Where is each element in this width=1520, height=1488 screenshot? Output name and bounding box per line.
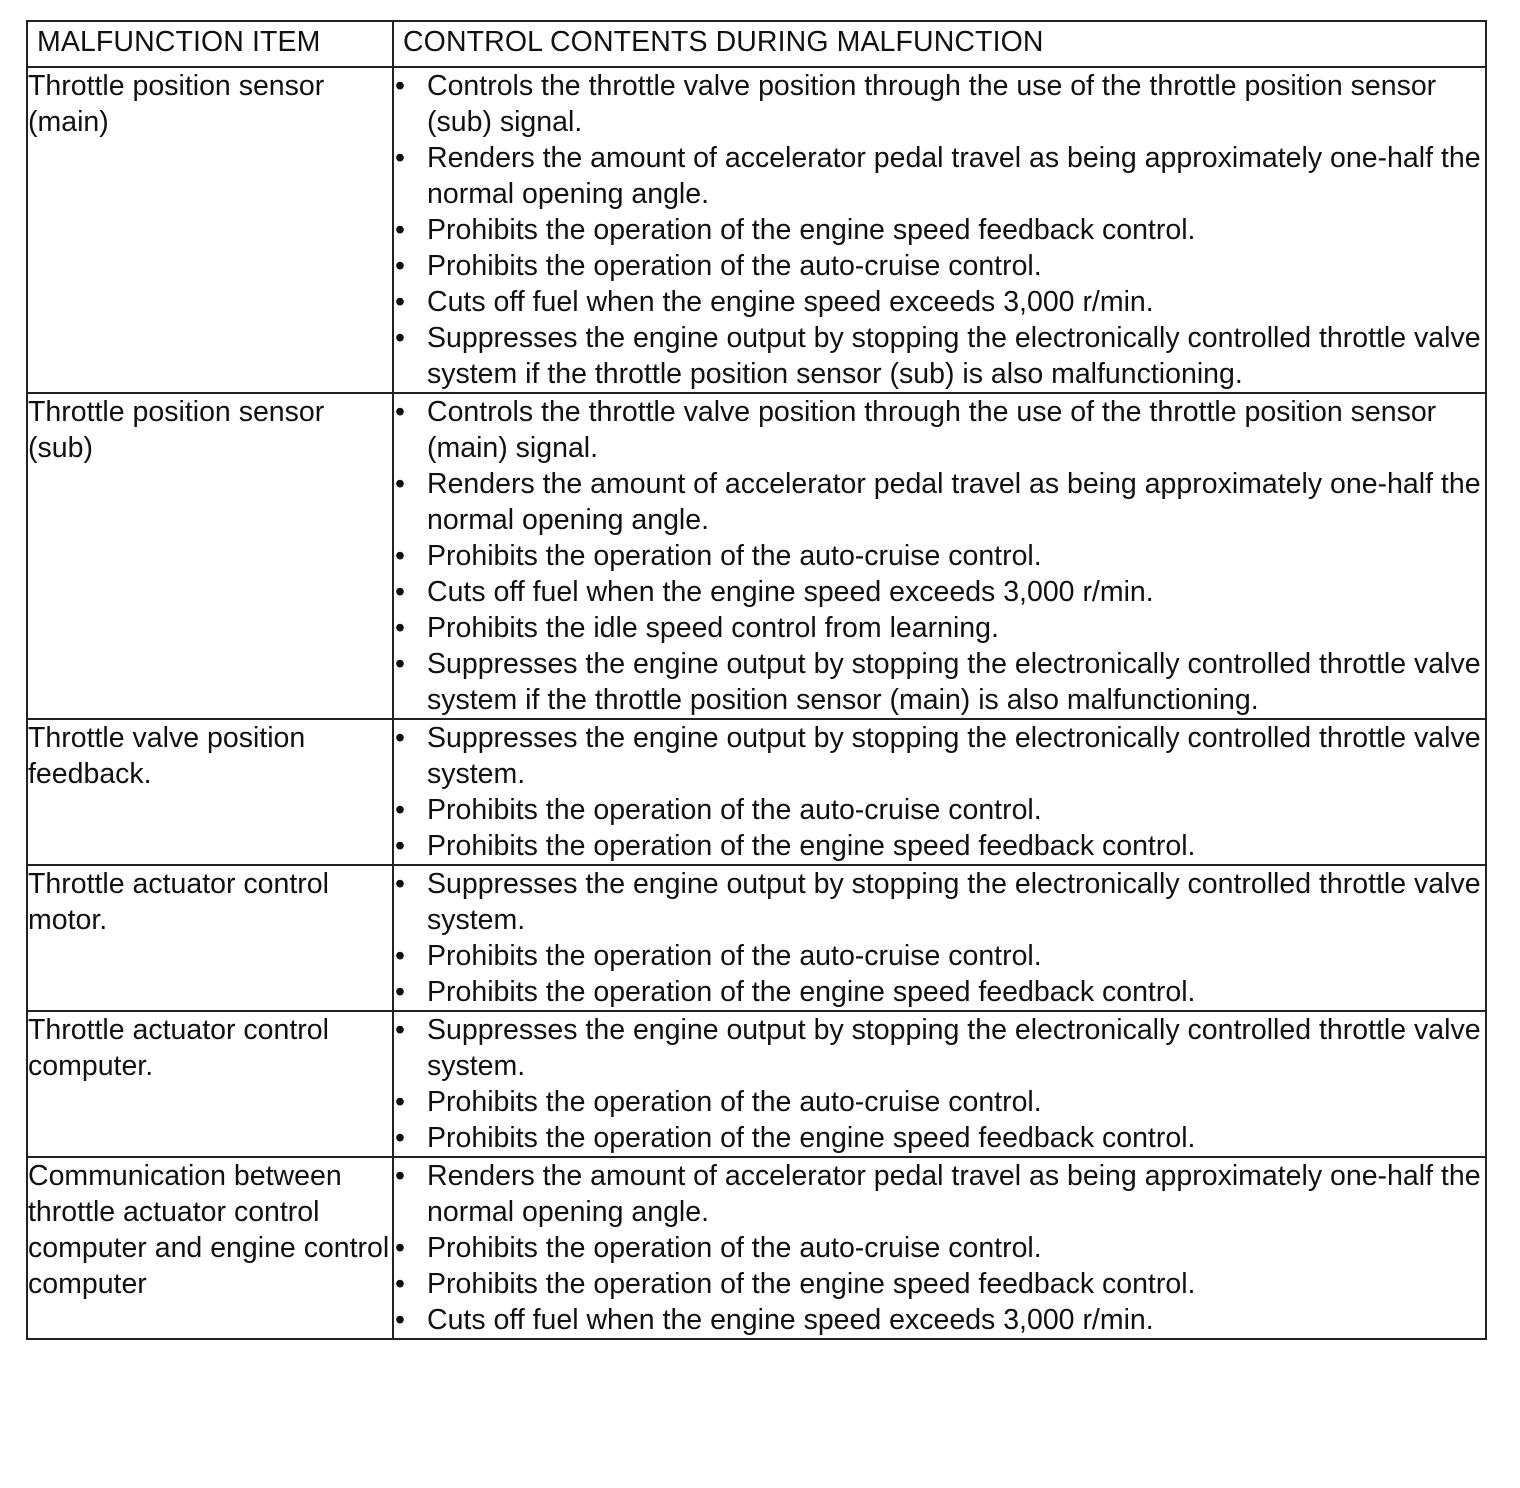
control-contents-cell bbox=[393, 393, 1486, 719]
control-list-item: • Prohibits the operation of the engine speed feedback control. bbox=[394, 1120, 1485, 1156]
table-row bbox=[27, 393, 1486, 719]
control-list-item: • Cuts off fuel when the engine speed exceeds 3,000 r/min. bbox=[394, 574, 1485, 610]
malfunction-control-table bbox=[26, 20, 1487, 1340]
control-list-item: • Prohibits the operation of the auto-cruise control. bbox=[394, 1084, 1485, 1120]
header-malfunction-item: MALFUNCTION ITEM bbox=[27, 21, 393, 67]
control-contents-cell bbox=[393, 1011, 1486, 1157]
header-row bbox=[27, 21, 1486, 67]
control-list bbox=[394, 1158, 1485, 1338]
control-list-item: • Prohibits the operation of the engine speed feedback control. bbox=[394, 212, 1485, 248]
table-row bbox=[27, 67, 1486, 393]
control-list-item: • Controls the throttle valve position through the use of the throttle position sensor (sub) signal. bbox=[394, 68, 1485, 140]
header-control-contents: CONTROL CONTENTS DURING MALFUNCTION bbox=[393, 21, 1486, 67]
control-list-item: • Controls the throttle valve position through the use of the throttle position sensor (main) signal. bbox=[394, 394, 1485, 466]
control-list-item: • Prohibits the operation of the engine speed feedback control. bbox=[394, 828, 1485, 864]
control-list-item: • Suppresses the engine output by stopping the electronically controlled throttle valve system if the throttle position sensor (main) is also malfunctioning. bbox=[394, 646, 1485, 718]
control-list-item: • Prohibits the operation of the auto-cruise control. bbox=[394, 1230, 1485, 1266]
control-list-item: • Prohibits the operation of the engine speed feedback control. bbox=[394, 974, 1485, 1010]
malfunction-item-cell: Throttle position sensor (main) bbox=[27, 67, 393, 393]
control-list-item: • Suppresses the engine output by stopping the electronically controlled throttle valve system. bbox=[394, 866, 1485, 938]
control-contents-cell bbox=[393, 67, 1486, 393]
table-row bbox=[27, 1011, 1486, 1157]
control-list bbox=[394, 866, 1485, 1010]
malfunction-item-cell: Throttle actuator control computer. bbox=[27, 1011, 393, 1157]
malfunction-item-cell: Throttle position sensor (sub) bbox=[27, 393, 393, 719]
control-list-item: • Suppresses the engine output by stopping the electronically controlled throttle valve system if the throttle position sensor (sub) is also malfunctioning. bbox=[394, 320, 1485, 392]
table-row bbox=[27, 1157, 1486, 1339]
control-list bbox=[394, 68, 1485, 392]
control-list-item: • Renders the amount of accelerator pedal travel as being approximately one-half the normal opening angle. bbox=[394, 1158, 1485, 1230]
control-list-item: • Prohibits the idle speed control from learning. bbox=[394, 610, 1485, 646]
control-list-item: • Renders the amount of accelerator pedal travel as being approximately one-half the normal opening angle. bbox=[394, 140, 1485, 212]
control-list-item: • Cuts off fuel when the engine speed exceeds 3,000 r/min. bbox=[394, 1302, 1485, 1338]
control-list-item: • Prohibits the operation of the engine speed feedback control. bbox=[394, 1266, 1485, 1302]
malfunction-item-cell: Communication between throttle actuator control computer and engine control computer bbox=[27, 1157, 393, 1339]
control-list-item: • Suppresses the engine output by stopping the electronically controlled throttle valve system. bbox=[394, 1012, 1485, 1084]
control-list bbox=[394, 1012, 1485, 1156]
control-list-item: • Prohibits the operation of the auto-cruise control. bbox=[394, 538, 1485, 574]
control-contents-cell bbox=[393, 865, 1486, 1011]
control-list bbox=[394, 394, 1485, 718]
control-list-item: • Cuts off fuel when the engine speed exceeds 3,000 r/min. bbox=[394, 284, 1485, 320]
control-list bbox=[394, 720, 1485, 864]
malfunction-item-cell: Throttle valve position feedback. bbox=[27, 719, 393, 865]
control-contents-cell bbox=[393, 1157, 1486, 1339]
control-list-item: • Prohibits the operation of the auto-cruise control. bbox=[394, 938, 1485, 974]
control-list-item: • Renders the amount of accelerator pedal travel as being approximately one-half the normal opening angle. bbox=[394, 466, 1485, 538]
table-row bbox=[27, 865, 1486, 1011]
control-contents-cell bbox=[393, 719, 1486, 865]
control-list-item: • Prohibits the operation of the auto-cruise control. bbox=[394, 792, 1485, 828]
control-list-item: • Prohibits the operation of the auto-cruise control. bbox=[394, 248, 1485, 284]
table-row bbox=[27, 719, 1486, 865]
malfunction-item-cell: Throttle actuator control motor. bbox=[27, 865, 393, 1011]
control-list-item: • Suppresses the engine output by stopping the electronically controlled throttle valve system. bbox=[394, 720, 1485, 792]
